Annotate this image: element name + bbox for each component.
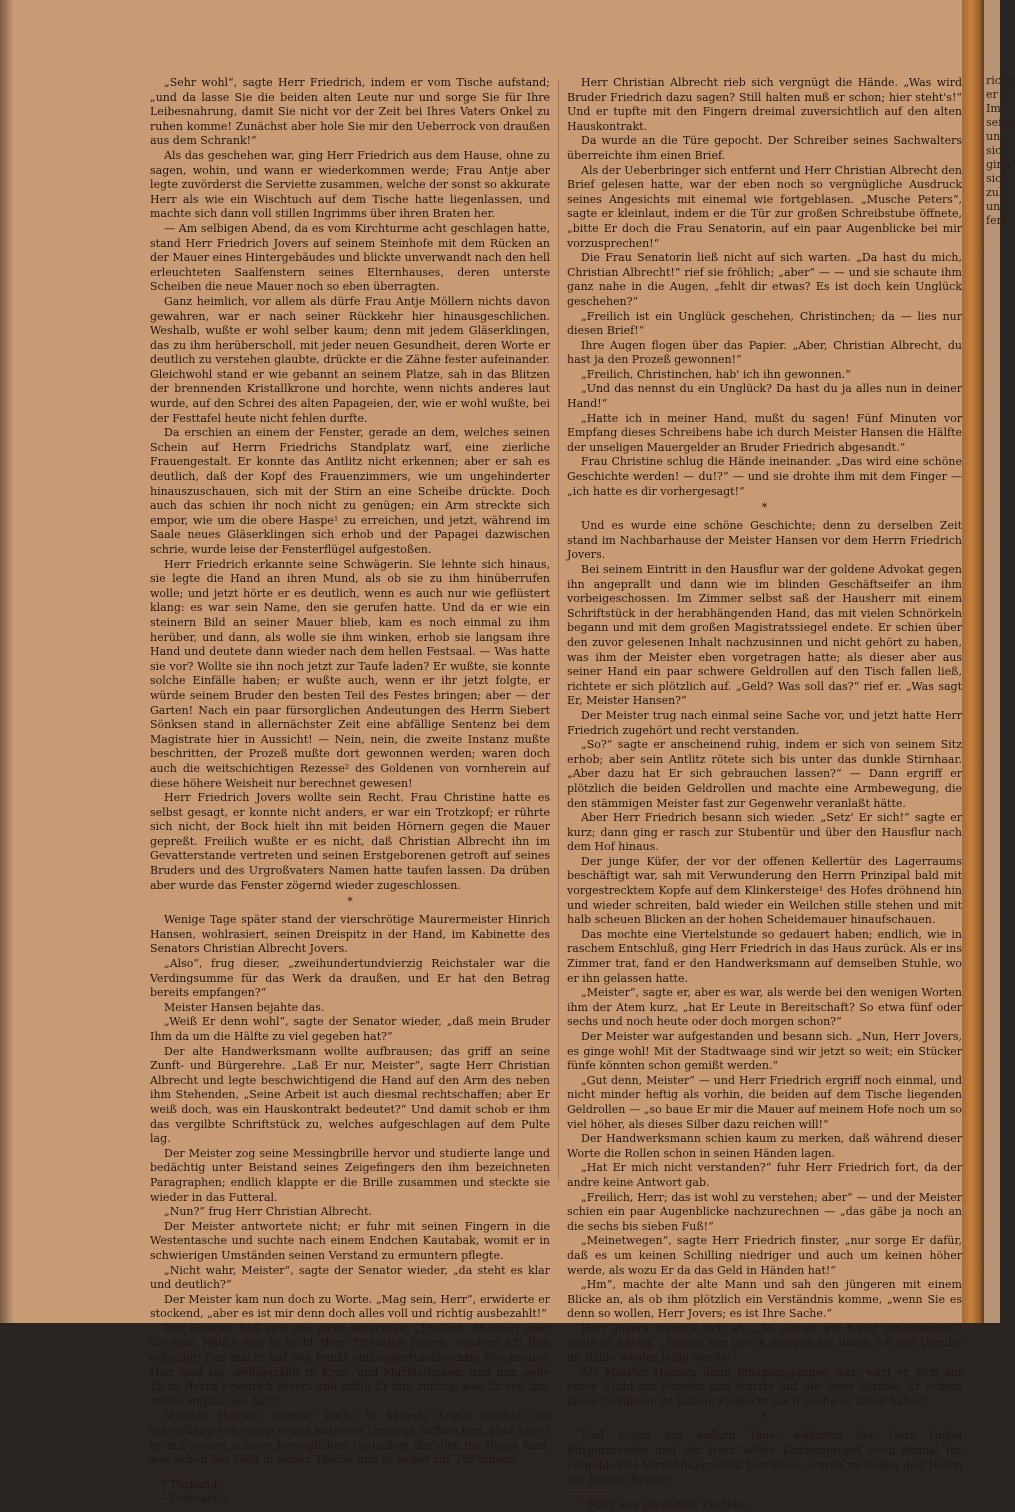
paragraph: Herr Jovers wandte sich ab. „So wären wir fertig miteinander!“ sagte er hastig. „Fanget nur gleich morgen an, damit ich der Unruhe im Bälde wieder ledig werde!“ <box>567 1321 962 1365</box>
paragraph: „Sehr wohl“, sagte Herr Friedrich, indem er vom Tische aufstand; „und da lasse Sie die beiden alten Leute nur und sorge Sie für Ihre Leibesnahrung, damit Sie nicht vor der Zeit bei Ihres Vaters Onkel zu ruhen komme! Zunächst aber hole Sie mir den Ueberrock von draußen aus dem Schrank!“ <box>150 76 550 148</box>
section-separator: * <box>761 1411 768 1425</box>
paragraph: Und schon am andern Tage, während der Herr Onkel Bürgermeister und der Herr Vetter Kirchenpropst noch einmal ihr vergebliches Versöhnungswerk betrieben, wurde zwischen den Höfen der beiden Brüder <box>567 1429 962 1487</box>
paragraph: Der Meister war aufgestanden und besann sich. „Nun, Herr Jovers, es ginge wohl! Mit der Stadtwaage sind wir jetzt so weit; ein Stücker fünfe könnten schon gemißt werden.“ <box>567 1030 962 1073</box>
next-page-text-fragment: zubl <box>986 186 1010 199</box>
paragraph: Der Meister antwortete nicht; er fuhr mit seinen Fingern in die Westentasche und suchte nach einem Endchen Kautabak, womit er in schwierigen Umständen seinen Verstand zu ermuntern pflegte. <box>150 1219 550 1262</box>
next-page-text-fragment: richt <box>986 74 1013 87</box>
paragraph: „Hatte ich in meiner Hand, mußt du sagen! Fünf Minuten vor Empfang dieses Schreibens habe ich durch Meister Hansen die Hälfte der unseligen Mauergelder an Bruder Friedrich abgesandt.“ <box>567 411 962 454</box>
paragraph: Und es wurde eine schöne Geschichte; denn zu derselben Zeit stand im Nachbarhause der Meister Hansen vor dem Herrn Friedrich Jovers. <box>567 519 962 562</box>
paragraph: „Nicht wahr, Meister“, sagte der Senator wieder, „da steht es klar und deutlich?“ <box>150 1263 550 1292</box>
paragraph: „Also“, frug dieser, „zweihundertundvierzig Reichstaler war die Verdingsumme für das Werk da draußen, und Er hat den Betrag bereits empfangen?“ <box>150 957 550 1000</box>
next-page-text-fragment: seine <box>986 116 1015 129</box>
left-footnotes <box>150 1478 550 1506</box>
paragraph: „Hm“, machte der alte Mann und sah den jüngeren mit einem Blicke an, als ob ihm plötzlich ein Verständnis komme, „wenn Sie es denn so wollen, Herr Jovers; es ist Ihre Sache.“ <box>567 1278 962 1321</box>
footnote: ² Protokolle. <box>162 1491 231 1505</box>
paragraph: Als Meister Hansen dann hinausgegangen war, warf er sich auf einen Stuhl am Fenster und starrte auf die leere Straße. Er schien keine Gedanken zu haben; vielleicht auch wollte er keine haben. <box>567 1365 962 1408</box>
paragraph: Der Meister kam nun doch zu Worte. „Mag sein, Herr“, erwiderte er stockend, „aber es ist mir denn doch alles voll und richtig ausbezahlt!“ <box>150 1292 550 1321</box>
right-paragraphs-continued <box>567 519 962 1409</box>
paragraph: Der junge Küfer, der vor der offenen Kellertür des Lagerraums beschäftigt war, sah mit Verwunderung den Herrn Prinzipal bald mit vorgestrecktem Kopfe auf dem Klinkersteige¹ des Hofes dröhnend hin und wieder schreiten, bald wieder ein Weilchen stille stehen und mit halb scheuen Blicken an der hohen Scheidemauer hinaufschauen. <box>567 854 962 927</box>
paragraph: Frau Christine schlug die Hände ineinander. „Das wird eine schöne Geschichte werden! — du!?“ — und sie drohte ihm mit dem Finger — „ich hatte es dir vorhergesagt!“ <box>567 455 962 498</box>
next-page-text-fragment: und <box>986 130 1008 143</box>
paragraph: „Meinetwegen“, sagte Herr Friedrich finster, „nur sorge Er dafür, daß es um keinen Schilling niedriger und auch um keinen höher werde, als wozu Er da das Geld in Händen hat!“ <box>567 1234 962 1277</box>
paragraph: Der alte Handwerksmann wollte aufbrausen; das griff an seine Zunft- und Bürgerehre. „Laß Er nur, Meister“, sagte Herr Christian Albrecht und legte beschwichtigend die Hand auf den Arm des neben ihm Stehenden, „Seine Arbeit ist auch diesmal rechtschaffen; aber Er weiß doch, was ein Hauskontrakt bedeutet?“ Und damit schob er ihm das vergilbte Schriftstück zu, welches aufgeschlagen auf dem Pulte lag. <box>150 1044 550 1146</box>
paragraph: Herr Christian Albrecht rieb sich vergnügt die Hände. „Was wird Bruder Friedrich dazu sagen? Still halten muß er schon; hier steht's!“ Und er tupfte mit den Fingern dreimal zuversichtlich auf den alten Hauskontrakt. <box>567 76 962 133</box>
footnote-rule <box>567 1494 607 1495</box>
next-page-text-fragment: und <box>986 200 1008 213</box>
right-paragraphs-final <box>567 1429 962 1487</box>
paragraph: „Meister“, sagte er, aber es war, als werde bei den wenigen Worten ihm der Atem kurz, „hat Er Leute in Bereitschaft? So etwa fünf oder sechs und noch heute oder doch morgen schon?“ <box>567 986 962 1029</box>
paragraph: „Nun?“ frug Herr Christian Albrecht. <box>164 1205 373 1219</box>
paragraph: „Und das nennst du ein Unglück? Da hast du ja alles nun in deiner Hand!“ <box>567 382 962 411</box>
paragraph: Meister Hansen bejahte das. <box>164 1000 325 1014</box>
paragraph: Der Senator ließ sich das nicht anfechten. „Freilich, Meister; aber die eine Hälfte war ja nicht Herr Friedrich Jovers, sondern ich Ihm schuldig! Das macht auf den Punkt einhundertundzwanzig Reichstaler. Hier sind sie, wohlgezählt in Kron- und Marktstücken; und nun gehe Er zu Herrn Friedrich Jovers und zahle Er ihm zurück, was Er von ihm zuviel empfangen hat!“ <box>150 1321 550 1408</box>
next-page-text-fragment: Im <box>986 102 1001 115</box>
next-page-text-fragment: sich <box>986 144 1009 157</box>
left-paragraphs <box>150 76 550 893</box>
right-paragraphs <box>567 76 962 499</box>
next-page-text-fragment: fert <box>986 214 1007 227</box>
section-separator: * <box>347 895 353 909</box>
next-page-text-fragment: sich <box>986 172 1009 185</box>
paragraph: Herr Friedrich erkannte seine Schwägerin. Sie lehnte sich hinaus, sie legte die Hand an ihren Mund, als ob sie zu ihm hinüberrufen wolle; und jetzt hörte er es deutlich, wenn es auch nur wie geflüstert klang: es war sein Name, den sie gerufen hatte. Und da er wie ein steinern Bild an seiner Mauer blieb, kam es noch einmal zu ihm herüber, und dann, als wolle sie ihm winken, erhob sie langsam ihre Hand und deutete dann wieder nach dem hellen Festsaal. — Was hatte sie vor? Wollte sie ihn noch jetzt zur Taufe laden? Er wußte, sie konnte solche Einfälle haben; er wußte auch, wenn er ihr jetzt folgte, er würde seinem Bruder den besten Teil des Festes bringen; aber — der Garten! Nach ein paar fürsorglichen Andeutungen des Herrn Siebert Sönksen stand in allernächster Zeit eine abfällige Sentenz bei dem Magistrate hier in Aussicht! — Nein, nein, die zweite Instanz mußte beschritten, der Prozeß mußte dort gewonnen werden; waren doch auch die weitschichtigen Rezesse² des Goldenen von vornherein auf diese höhere Weisheit nur berechnet gewesen! <box>150 557 550 790</box>
left-binding-shadow <box>0 0 14 1323</box>
footnote: ¹ Steig von glasierten Ziegeln. <box>579 1497 748 1511</box>
paragraph: „Gut denn, Meister“ — und Herr Friedrich ergriff noch einmal, und nicht minder heftig als vorhin, die beiden auf dem Tische liegenden Geldrollen — „so baue Er mir die Mauer auf meinem Hofe noch um so viel höher, als dieses Silber dazu reichen will!“ <box>567 1073 962 1131</box>
paragraph: „So?“ sagte er anscheinend ruhig, indem er sich von seinem Sitz erhob; aber sein Antlitz rötete sich bis unter das dunkle Stirnhaar. „Aber dazu hat Er sich gebrauchen lassen?“ — Dann ergriff er plötzlich die beiden Geldrollen und machte eine Armbewegung, die den stämmigen Meister fast zur Gegenwehr veranlaßt hätte. <box>567 738 962 810</box>
right-column <box>567 76 962 1511</box>
footnote: ¹ Türband. <box>162 1477 221 1491</box>
paragraph: Bei seinem Eintritt in den Hausflur war der goldene Advokat gegen ihn angeprallt und dann wie im blinden Geschäftseifer an ihm vorbeigeschossen. Im Zimmer selbst saß der Hausherr mit einem Schriftstück in der herabhängenden Hand, das mit vielen Schnörkeln begann und mit dem großen Magistratssiegel endete. Er schien über den zuvor gelesenen Inhalt nachzusinnen und nicht gehört zu haben, was ihm der Meister eben vorgetragen hatte; als dieser aber aus seiner Hand ein paar schwere Geldrollen auf den Tisch fallen ließ, richtete er sich plötzlich auf. „Geld? Was soll das?“ rief er. „Was sagt Er, Meister Hansen?“ <box>567 563 962 708</box>
paragraph: Wenige Tage später stand der vierschrötige Maurermeister Hinrich Hansen, wohlrasiert, seinen Dreispitz in der Hand, im Kabinette des Senators Christian Albrecht Jovers. <box>150 913 550 956</box>
paragraph: „Freilich, Herr; das ist wohl zu verstehen; aber“ — und der Meister schien ein paar Augenblicke nachzurechnen — „das gäbe ja noch an die sechs bis sieben Fuß!“ <box>567 1190 962 1233</box>
paragraph: „Weiß Er denn wohl“, sagte der Senator wieder, „daß mein Bruder Ihm da um die Hälfte zu viel gegeben hat?“ <box>150 1015 550 1043</box>
paragraph: „Freilich, Christinchen, hab' ich ihn gewonnen.“ <box>581 367 851 381</box>
paragraph: Der Meister trug nach einmal seine Sache vor, und jetzt hatte Herr Friedrich zugehört und recht verstanden. <box>567 708 962 737</box>
paragraph: Da erschien an einem der Fenster, gerade an dem, welches seinen Schein auf Herrn Friedrichs Standplatz warf, eine zierliche Frauengestalt. Er konnte das Antlitz nicht erkennen; aber er sah es deutlich, daß der Kopf des Frauenzimmers, wie um ungehinderter hinauszuschauen, sich mit der Stirn an eine Scheibe drückte. Doch auch das schien ihr noch nicht zu genügen; ein Arm streckte sich empor, wie um die obere Haspe¹ zu erreichen, und jetzt, während im Saale neues Gläserklingen sich erhob und der Papagei dazwischen schrie, wurde leise der Fensterflügel aufgestoßen. <box>150 426 550 556</box>
left-paragraphs-continued <box>150 913 550 1468</box>
paragraph: Aber Herr Friedrich besann sich wieder. „Setz' Er sich!“ sagte er kurz; dann ging er rasch zur Stubentür und über den Hausflur nach dem Hof hinaus. <box>567 811 962 854</box>
next-page-edge <box>984 0 1015 1323</box>
paragraph: Der Handwerksmann schien kaum zu merken, daß während dieser Worte die Rollen schon in seinen Händen lagen. <box>567 1132 962 1160</box>
paragraph: Der Meister zog seine Messingbrille hervor und studierte lange und bedächtig unter Beistand seines Zeigefingers den ihm bezeichneten Paragraphen; endlich klappte er die Brille zusammen und steckte sie wieder in das Futteral. <box>150 1146 550 1204</box>
paragraph: Da wurde an die Türe gepocht. Der Schreiber seines Sachwalters überreichte ihm einen Brief. <box>567 134 962 162</box>
paragraph: Ihre Augen flogen über das Papier. „Aber, Christian Albrecht, du hast ja den Prozeß gewonnen!“ <box>567 338 962 367</box>
footnote-rule <box>150 1474 190 1475</box>
next-page-text-fragment: er a <box>986 88 1008 101</box>
paragraph: Als das geschehen war, ging Herr Friedrich aus dem Hause, ohne zu sagen, wohin, und wann er wiederkommen werde; Frau Antje aber legte zuvörderst die Serviette zusammen, welche der sonst so akkurate Herr als wie ein Wischtuch auf dem Tische hatte liegenlassen, und machte sich dann voll stillen Ingrimms über ihren Braten her. <box>150 148 550 221</box>
paragraph: „Hat Er mich nicht verstanden?“ fuhr Herr Friedrich fort, da der andre keine Antwort gab. <box>567 1161 962 1189</box>
left-column <box>150 76 550 1505</box>
section-separator: * <box>761 501 768 515</box>
paragraph: Herr Friedrich Jovers wollte sein Recht. Frau Christine hatte es selbst gesagt, er konnte nicht anders, er war ein Trotzkopf; er rührte sich nicht, der Bock hielt ihn mit beiden Hörnern gegen die Mauer gepreßt. Freilich wußte er es nicht, daß Christian Albrecht ihn im Gevatterstande vertreten und seinen Erstgeborenen getroft auf seines Bruders und des Urgroßvaters Namen hatte taufen lassen. Da drüben aber wurde das Fenster zögernd wieder zugeschlossen. <box>150 791 550 892</box>
paragraph: Meister Hansen zögerte noch; in seinem Kopfe mochte die Vorstellung von einem etwas kuriosen Umwege auftauchen, aber bevor er mit seinen schwer beweglichen Gedanken darüber ins Reine kam, war schon das Geld in seiner Tasche und er selbst zur Tür hinaus. <box>150 1409 550 1467</box>
column-divider <box>558 80 559 1180</box>
next-page-text-fragment: ging <box>986 158 1011 171</box>
paragraph: Ganz heimlich, vor allem als dürfe Frau Antje Möllern nichts davon gewahren, war er nach seiner Rückkehr hier hinausgeschlichen. Weshalb, wußte er wohl selber kaum; denn mit jedem Gläserklingen, das zu ihm herüberscholl, mit jeder neuen Gesundheit, deren Worte er deutlich zu verstehen glaubte, drückte er die Zähne fester aufeinander. Gleichwohl stand er wie gebannt an seinem Platze, sah in das Blitzen der brennenden Kristallkrone und horchte, wenn nichts anderes laut wurde, auf den Schrei des alten Papageien, der, wie er wohl wußte, bei der Festtafel heute nicht fehlen durfte. <box>150 294 550 425</box>
paragraph: — Am selbigen Abend, da es vom Kirchturme acht geschlagen hatte, stand Herr Friedrich Jovers auf seinem Steinhofe mit dem Rücken an der Mauer eines Hintergebäudes und blickte unverwandt nach den hell erleuchteten Saalfenstern seines Elternhauses, deren unterste Scheiben die neue Mauer noch so eben überragten. <box>150 221 550 294</box>
right-footnotes <box>567 1498 962 1512</box>
paragraph: Die Frau Senatorin ließ nicht auf sich warten. „Da hast du mich, Christian Albrecht!“ rief sie fröhlich; „aber“ — — und sie schaute ihm ganz nahe in die Augen, „fehlt dir etwas? Es ist doch kein Unglück geschehen?“ <box>567 251 962 308</box>
paragraph: Als der Ueberbringer sich entfernt und Herr Christian Albrecht den Brief gelesen hatte, war der eben noch so vergnügliche Ausdruck seines Angesichts mit einemal wie fortgeblasen. „Musche Peters“, sagte er kleinlaut, indem er die Tür zur großen Schreibstube öffnete, „bitte Er doch die Frau Senatorin, auf ein paar Augenblicke bei mir vorzusprechen!“ <box>567 163 962 250</box>
book-binding-edge <box>962 0 984 1323</box>
paragraph: Das mochte eine Viertelstunde so gedauert haben; endlich, wie in raschem Entschluß, ging Herr Friedrich in das Haus zurück. Als er ins Zimmer trat, fand er den Handwerksmann auf demselben Stuhle, wo er ihn gelassen hatte. <box>567 927 962 985</box>
paragraph: „Freilich ist ein Unglück geschehen, Christinchen; da — lies nur diesen Brief!“ <box>567 309 962 338</box>
